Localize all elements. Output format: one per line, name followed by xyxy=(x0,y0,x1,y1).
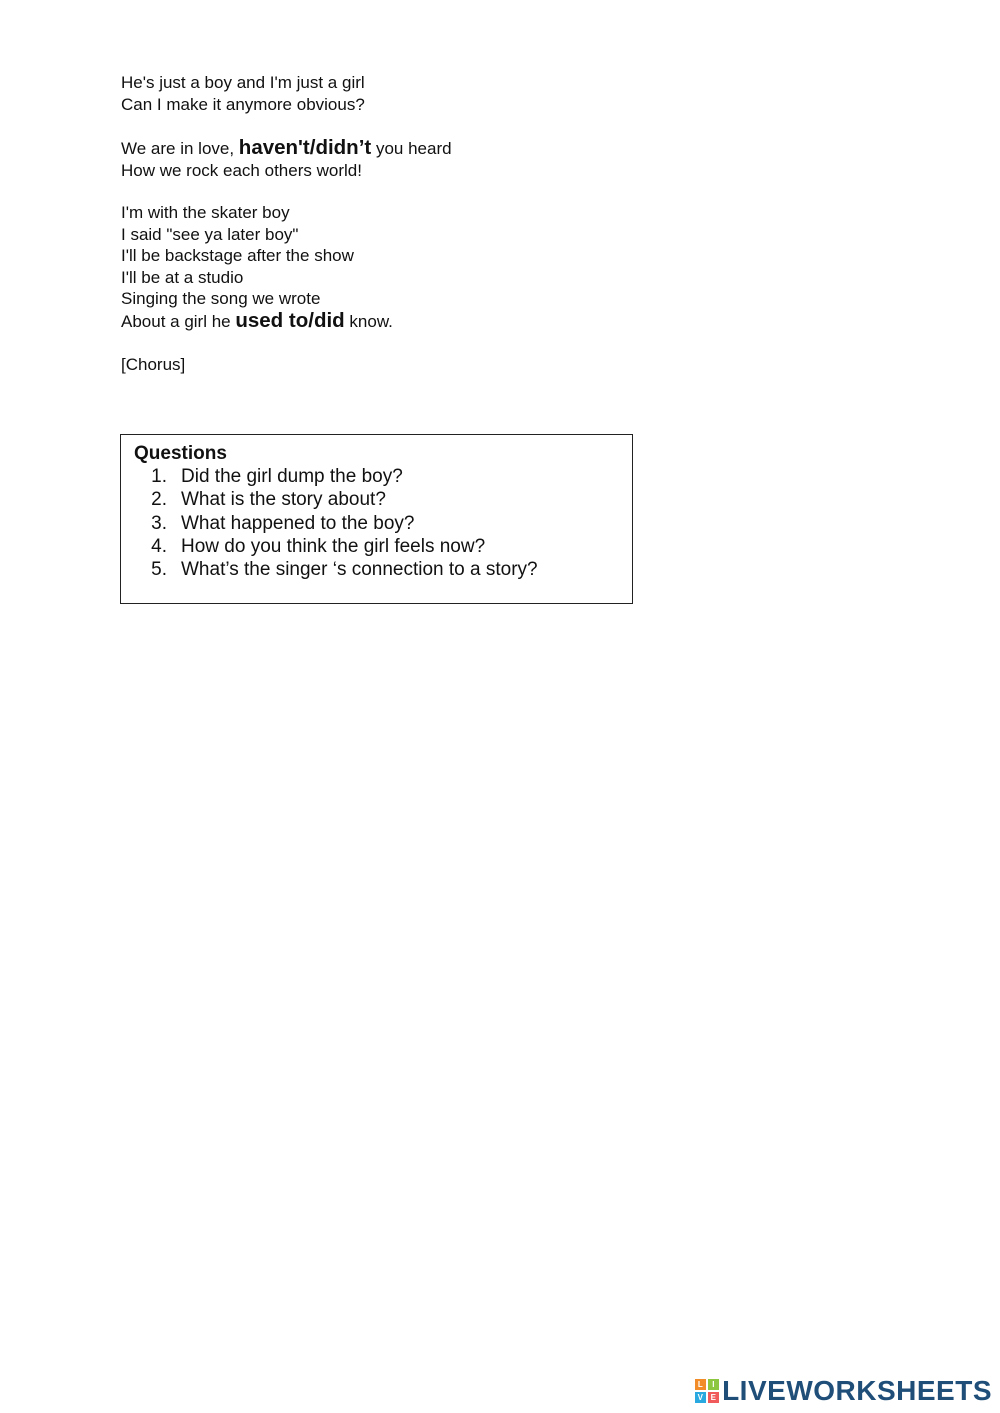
lyric-line: How we rock each others world! xyxy=(121,160,362,180)
question-item xyxy=(134,512,632,535)
logo-tile: V xyxy=(695,1392,706,1403)
lyric-line xyxy=(121,310,452,333)
logo-tile: L xyxy=(695,1379,706,1390)
question-text: Did the girl dump the boy? xyxy=(181,466,403,487)
lyrics-block xyxy=(121,72,452,376)
lyric-text: About a girl he xyxy=(121,311,236,331)
question-text: What happened to the boy? xyxy=(181,512,415,534)
question-text: What’s the singer ‘s connection to a story? xyxy=(181,559,538,581)
lyric-text: We are in love, xyxy=(121,139,239,158)
lyric-line: I said "see ya later boy" xyxy=(121,224,299,244)
question-number: 2. xyxy=(151,489,167,511)
lyric-line: I'm with the skater boy xyxy=(121,203,290,222)
question-item xyxy=(134,465,632,488)
question-text: How do you think the girl feels now? xyxy=(181,535,486,557)
lyric-text: know. xyxy=(344,311,393,331)
question-number: 4. xyxy=(151,535,167,557)
liveworksheets-logo-icon xyxy=(695,1379,719,1403)
lyric-line xyxy=(121,137,452,160)
liveworksheets-watermark xyxy=(695,1375,992,1407)
question-text: What is the story about? xyxy=(181,489,386,511)
lyric-line: I'll be backstage after the show xyxy=(121,246,354,265)
questions-box xyxy=(120,434,633,604)
question-item xyxy=(134,488,632,511)
lyric-text: you heard xyxy=(371,139,452,158)
lyric-line: Singing the song we wrote xyxy=(121,289,321,308)
question-number: 5. xyxy=(151,559,167,581)
question-number: 1. xyxy=(151,466,167,487)
logo-tile: I xyxy=(708,1379,719,1390)
brand-name: LIVEWORKSHEETS xyxy=(722,1375,992,1406)
question-number: 3. xyxy=(151,512,167,534)
question-item xyxy=(134,558,632,581)
logo-tile: E xyxy=(708,1392,719,1403)
verb-choice-haven't-didn't: haven't/didn’t xyxy=(238,136,372,159)
lyric-line: I'll be at a studio xyxy=(121,267,244,287)
verb-choice-used-to-did: used to/did xyxy=(235,308,345,332)
lyric-line: Can I make it anymore obvious? xyxy=(121,94,365,114)
chorus-label: [Chorus] xyxy=(121,355,186,374)
questions-title: Questions xyxy=(134,443,227,464)
questions-list xyxy=(134,465,632,581)
lyric-line: He's just a boy and I'm just a girl xyxy=(121,73,365,92)
question-item xyxy=(134,535,632,558)
